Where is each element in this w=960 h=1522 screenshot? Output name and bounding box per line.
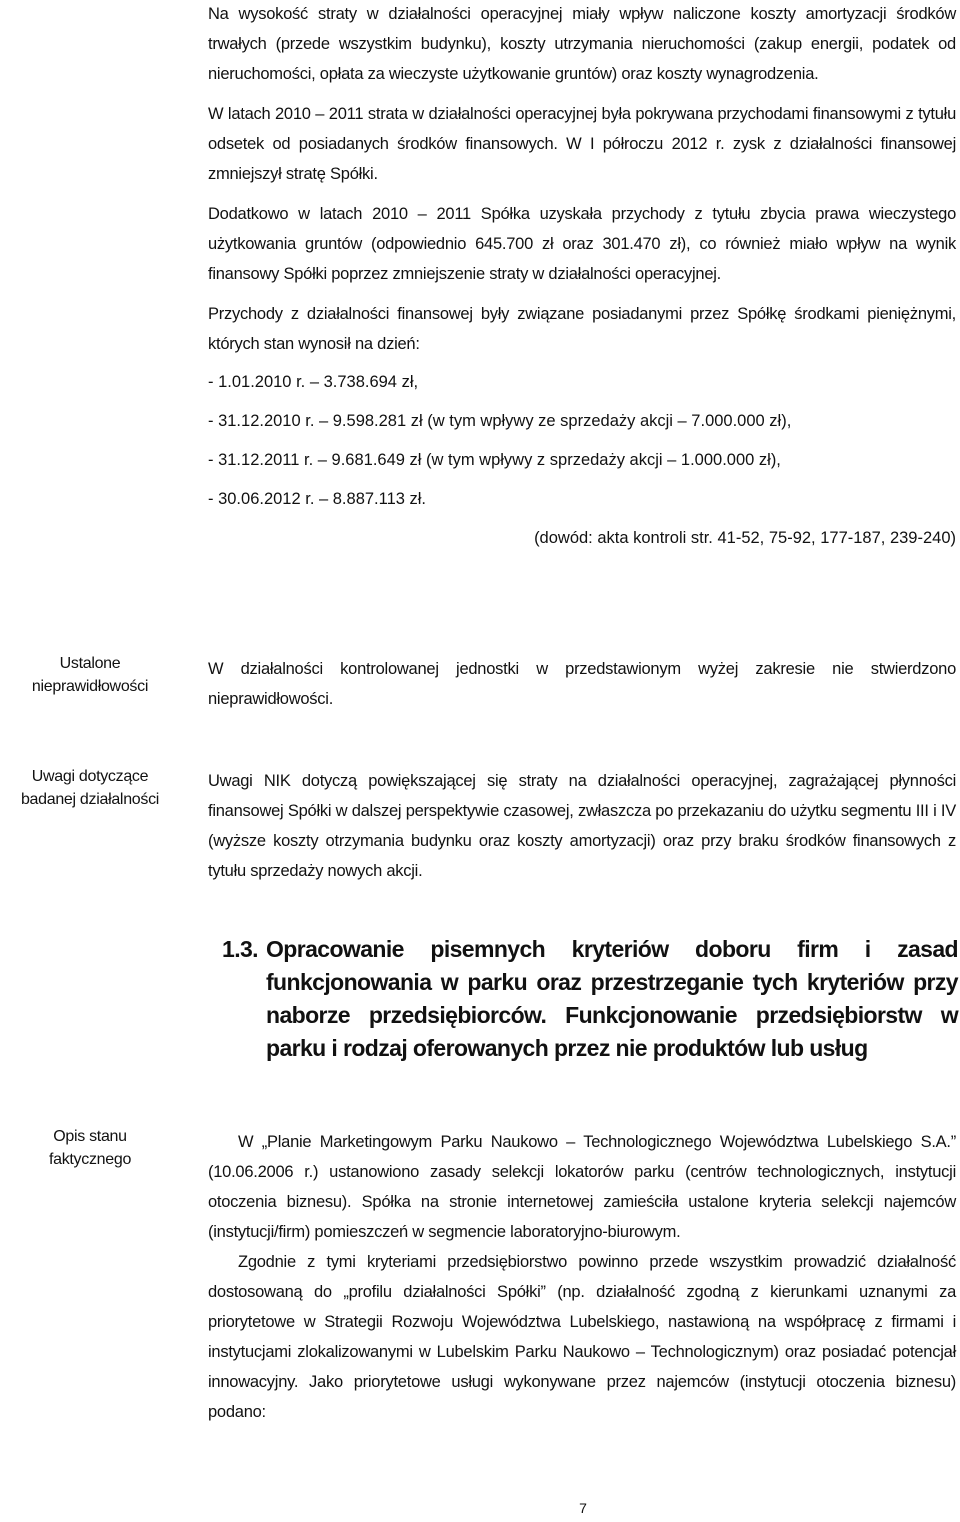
section-title: Opracowanie pisemnych kryteriów doboru firm i zasad funkcjonowania w parku oraz przestrzeganie tych kryteriów przy naborze przedsiębiorców. Funkcjonowanie przedsiębiorstw w parku i rodzaj oferowanych przez nie produktów lub usług [266, 936, 958, 1061]
paragraph-loss-factors: Na wysokość straty w działalności operacyjnej miały wpływ naliczone koszty amortyzacji środków trwałych (przede wszystkim budynku), koszty utrzymania nieruchomości (zakup energii, podatek od nieruchomości, opłata za wieczyste użytkowanie gruntów) oraz koszty wynagrodzenia. [208, 5, 956, 83]
side-label-irregularities [0, 652, 180, 698]
irregularities-text: W działalności kontrolowanej jednostki w przedstawionym wyżej zakresie nie stwierdzono nieprawidłowości. [208, 660, 956, 708]
list-item: - 1.01.2010 r. – 3.738.694 zł, [208, 373, 419, 391]
cash-balance-list [208, 367, 956, 514]
facts-section [208, 1127, 956, 1427]
side-label-line: Opis stanu [53, 1128, 127, 1145]
paragraph-financial-income: Przychody z działalności finansowej były związane posiadanymi przez Spółkę środkami pieniężnymi, których stan wynosił na dzień: [208, 305, 956, 353]
paragraph-land-sales: Dodatkowo w latach 2010 – 2011 Spółka uzyskała przychody z tytułu zbycia prawa wieczystego użytkowania gruntów (odpowiednio 645.700 zł oraz 301.470 zł), co również miało wpływ na wynik finansowy Spółki poprzez zmniejszenie straty w działalności operacyjnej. [208, 205, 956, 283]
list-item: - 31.12.2010 r. – 9.598.281 zł (w tym wpływy ze sprzedaży akcji – 7.000.000 zł), [208, 412, 792, 430]
list-item: - 30.06.2012 r. – 8.887.113 zł. [208, 490, 427, 508]
list-item: - 31.12.2011 r. – 9.681.649 zł (w tym wpływy z sprzedaży akcji – 1.000.000 zł), [208, 451, 781, 469]
facts-paragraph-criteria: Zgodnie z tymi kryteriami przedsiębiorstwo powinno przede wszystkim prowadzić działalność dostosowaną do „profilu działalności Spółki” (np. działalność zgodną z kierunkami uznanymi za priorytetowe w Strategii Rozwoju Województwa Lubelskiego, nastawioną na współpracę z firmami i instytucjami zlokalizowanymi w Lubelskim Parku Naukowo – Technologicznym) oraz posiadać potencjał innowacyjny. Jako priorytetowe usługi wykonywane przez najemców (instytucji otoczenia biznesu) podano: [208, 1253, 956, 1421]
remarks-text: Uwagi NIK dotyczą powiększającej się straty na działalności operacyjnej, zagrażającej płynności finansowej Spółki w dalszej perspektywie czasowej, zwłaszcza po przekazaniu do użytku segmentu III i IV (wyższe koszty otrzymania budynku oraz koszty amortyzacji) oraz przy braku środków finansowych z tytułu sprzedaży nowych akcji. [208, 772, 956, 880]
side-label-line: Uwagi dotyczące [31, 768, 149, 785]
side-label-line: Ustalone [59, 655, 121, 672]
side-label-line: faktycznego [48, 1151, 132, 1168]
page-number: 7 [579, 1500, 587, 1516]
side-label-remarks [0, 765, 180, 811]
intro-section [208, 0, 956, 553]
side-label-line: badanej działalności [20, 791, 160, 808]
section-heading [222, 933, 958, 1065]
irregularities-section [208, 654, 956, 714]
evidence-reference: (dowód: akta kontroli str. 41-52, 75-92, 177-187, 239-240) [534, 529, 956, 547]
facts-paragraph-plan: W „Planie Marketingowym Parku Naukowo – Technologicznego Województwa Lubelskiego S.A.” (10.06.2006 r.) ustanowiono zasady selekcji lokatorów parku (centrów technologicznych, instytucji otoczenia biznesu). Spółka na stronie internetowej zamieściła ustalone kryteria selekcji najemców (instytucji/firm) pomieszczeń w segmencie laboratoryjno-biurowym. [208, 1133, 956, 1241]
remarks-section [208, 766, 956, 886]
side-label-line: nieprawidłowości [31, 678, 149, 695]
section-number: 1.3. [222, 936, 258, 962]
paragraph-loss-coverage: W latach 2010 – 2011 strata w działalności operacyjnej była pokrywana przychodami finansowymi z tytułu odsetek od posiadanych środków finansowych. W I półroczu 2012 r. zysk z działalności finansowej zmniejszył stratę Spółki. [208, 105, 956, 183]
side-label-facts [0, 1125, 180, 1171]
